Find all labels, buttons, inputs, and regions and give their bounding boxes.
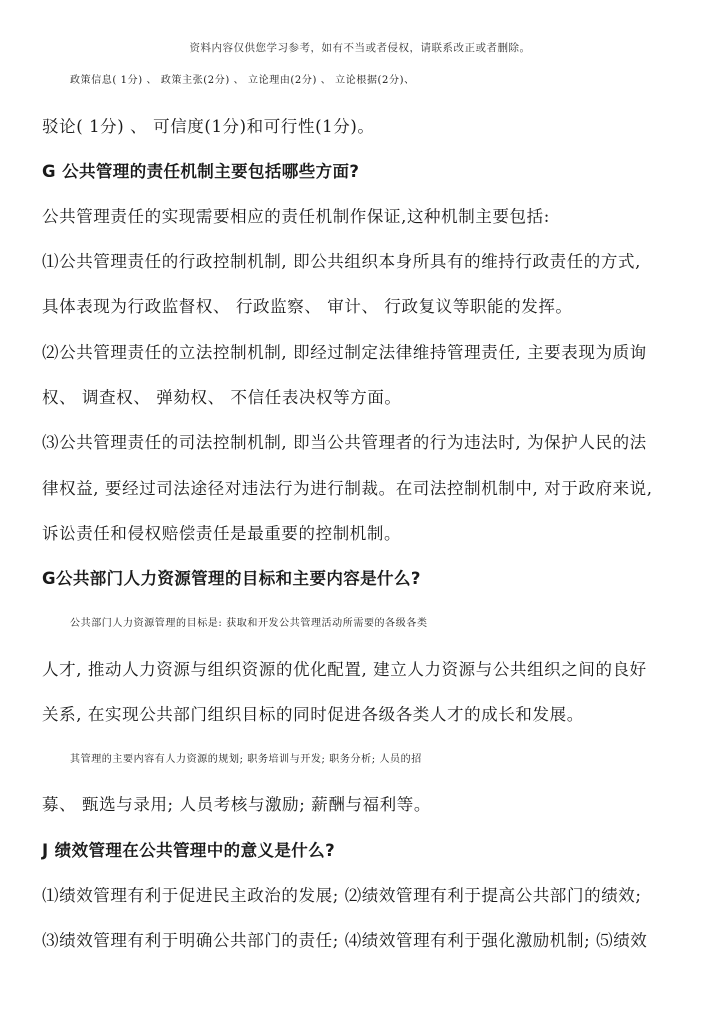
- text-line-6: ⑵公共管理责任的立法控制机制, 即经过制定法律维持管理责任, 主要表现为质询: [42, 343, 647, 362]
- text-line-1: 政策信息( 1分) 、 政策主张(2分) 、 立论理由(2分) 、 立论根据(2分)、: [70, 75, 415, 86]
- text-line-11: 公共部门人力资源管理的目标是: 获取和开发公共管理活动所需要的各级各类: [70, 618, 428, 629]
- text-line-12: 人才, 推动人力资源与组织资源的优化配置, 建立人力资源与公共组织之间的良好: [42, 660, 647, 679]
- text-line-13: 关系, 在实现公共部门组织目标的同时促进各级各类人才的成长和发展。: [42, 705, 584, 724]
- text-line-17: ⑶绩效管理有利于明确公共部门的责任; ⑷绩效管理有利于强化激励机制; ⑸绩效: [42, 931, 648, 950]
- text-line-15: 募、 甄选与录用; 人员考核与激励; 薪酬与福利等。: [42, 795, 431, 814]
- text-line-4: ⑴公共管理责任的行政控制机制, 即公共组织本身所具有的维持行政责任的方式,: [42, 252, 641, 271]
- section-heading-responsibility: G 公共管理的责任机制主要包括哪些方面?: [42, 162, 360, 181]
- text-line-8: ⑶公共管理责任的司法控制机制, 即当公共管理者的行为违法时, 为保护人民的法: [42, 433, 647, 452]
- text-line-14: 其管理的主要内容有人力资源的规划; 职务培训与开发; 职务分析; 人员的招: [70, 754, 422, 765]
- text-line-9: 律权益, 要经过司法途径对违法行为进行制裁。在司法控制机制中, 对于政府来说,: [42, 479, 653, 498]
- text-line-7: 权、 调查权、 弹劾权、 不信任表决权等方面。: [42, 388, 402, 407]
- header-disclaimer: 资料内容仅供您学习参考，如有不当或者侵权，请联系改正或者删除。: [189, 42, 531, 54]
- section-heading-hr: G公共部门人力资源管理的目标和主要内容是什么?: [42, 569, 421, 588]
- text-line-16: ⑴绩效管理有利于促进民主政治的发展; ⑵绩效管理有利于提高公共部门的绩效;: [42, 886, 642, 905]
- section-heading-performance: J 绩效管理在公共管理中的意义是什么?: [42, 841, 336, 860]
- text-line-10: 诉讼责任和侵权赔偿责任是最重要的控制机制。: [42, 524, 402, 543]
- text-line-2: 驳论( 1分) 、 可信度(1分)和可行性(1分)。: [42, 117, 375, 136]
- text-line-3: 公共管理责任的实现需要相应的责任机制作保证,这种机制主要包括:: [42, 207, 550, 226]
- text-line-5: 具体表现为行政监督权、 行政监察、 审计、 行政复议等职能的发挥。: [42, 297, 573, 316]
